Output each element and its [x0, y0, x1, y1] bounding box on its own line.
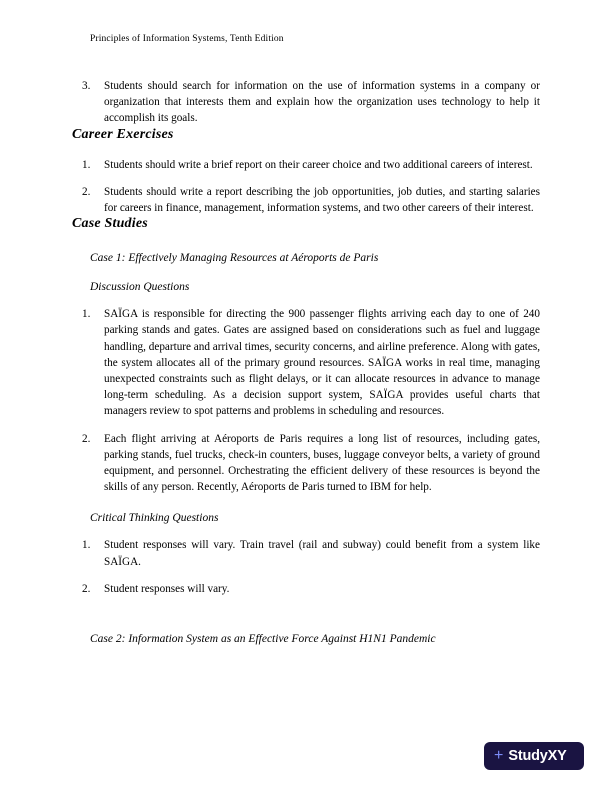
case-2-title: Case 2: Information System as an Effective Force Against H1N1 Pandemic [90, 633, 436, 646]
plus-icon: + [494, 747, 504, 764]
watermark-brand-label: StudyXY [508, 748, 567, 764]
case-1-title: Case 1: Effectively Managing Resources at Aéroports de Paris [90, 252, 379, 265]
list-item [72, 157, 540, 173]
list-item [72, 581, 540, 597]
studyxy-watermark-badge[interactable] [484, 742, 584, 770]
list-item-text: Students should write a brief report on their career choice and two additional careers of interest. [104, 158, 533, 171]
critical-thinking-questions-list [72, 537, 540, 597]
section-heading-case-studies: Case Studies [72, 216, 148, 232]
list-item-text: SAÏGA is responsible for directing the 900 passenger flights arriving each day to one of 240 parking stands and gates. Gates are assigned based on considerations such as fuel and luggage handling, departure and arrival times, security concerns, and airline preference. Along with gates, the system allocates all of the primary ground resources. SAÏGA works in real time, managing unexpected constraints such as flight delays, or it can allocate resources in advance to manage long-term scheduling. As a decision support system, SAÏGA provides useful charts that managers review to spot patterns and problems in scheduling and resources. [104, 308, 540, 418]
list-item-text: Students should search for information on the use of information systems in a company or organization that interests them and explain how the organization uses technology to help it accomplish its goals. [104, 80, 540, 125]
list-item [72, 431, 540, 496]
list-item-number: 2. [82, 432, 91, 445]
list-item [72, 184, 540, 216]
list-item-number: 1. [82, 158, 91, 171]
list-item-number: 2. [82, 582, 91, 595]
discussion-questions-list [72, 306, 540, 495]
list-item-text: Student responses will vary. Train travel (rail and subway) could benefit from a system like SAÏGA. [104, 539, 540, 568]
section-heading-career-exercises: Career Exercises [72, 126, 174, 142]
top-list [72, 78, 540, 127]
list-item-number: 2. [82, 185, 91, 198]
career-exercises-list [72, 157, 540, 217]
discussion-questions-heading: Discussion Questions [90, 281, 190, 294]
list-item-number: 1. [82, 308, 91, 321]
list-item-text: Each flight arriving at Aéroports de Paris requires a long list of resources, including gates, parking stands, fuel trucks, check-in counters, buses, luggage conveyor belts, a variety of ground equipment, and personnel. Orchestrating the efficient delivery of these resources is beyond the skills of any person. Recently, Aéroports de Paris turned to IBM for help. [104, 432, 540, 494]
critical-thinking-questions-heading: Critical Thinking Questions [90, 512, 219, 525]
list-item-text: Student responses will vary. [104, 582, 230, 595]
list-item-number: 1. [82, 539, 91, 552]
list-item [72, 537, 540, 569]
list-item [72, 306, 540, 419]
page-content [72, 78, 540, 645]
running-head: Principles of Information Systems, Tenth Edition [90, 34, 284, 44]
list-item-number: 3. [82, 80, 91, 92]
list-item [72, 78, 540, 127]
list-item-text: Students should write a report describing the job opportunities, job duties, and starting salaries for careers in finance, management, information systems, and two other careers of their interest. [104, 185, 540, 215]
